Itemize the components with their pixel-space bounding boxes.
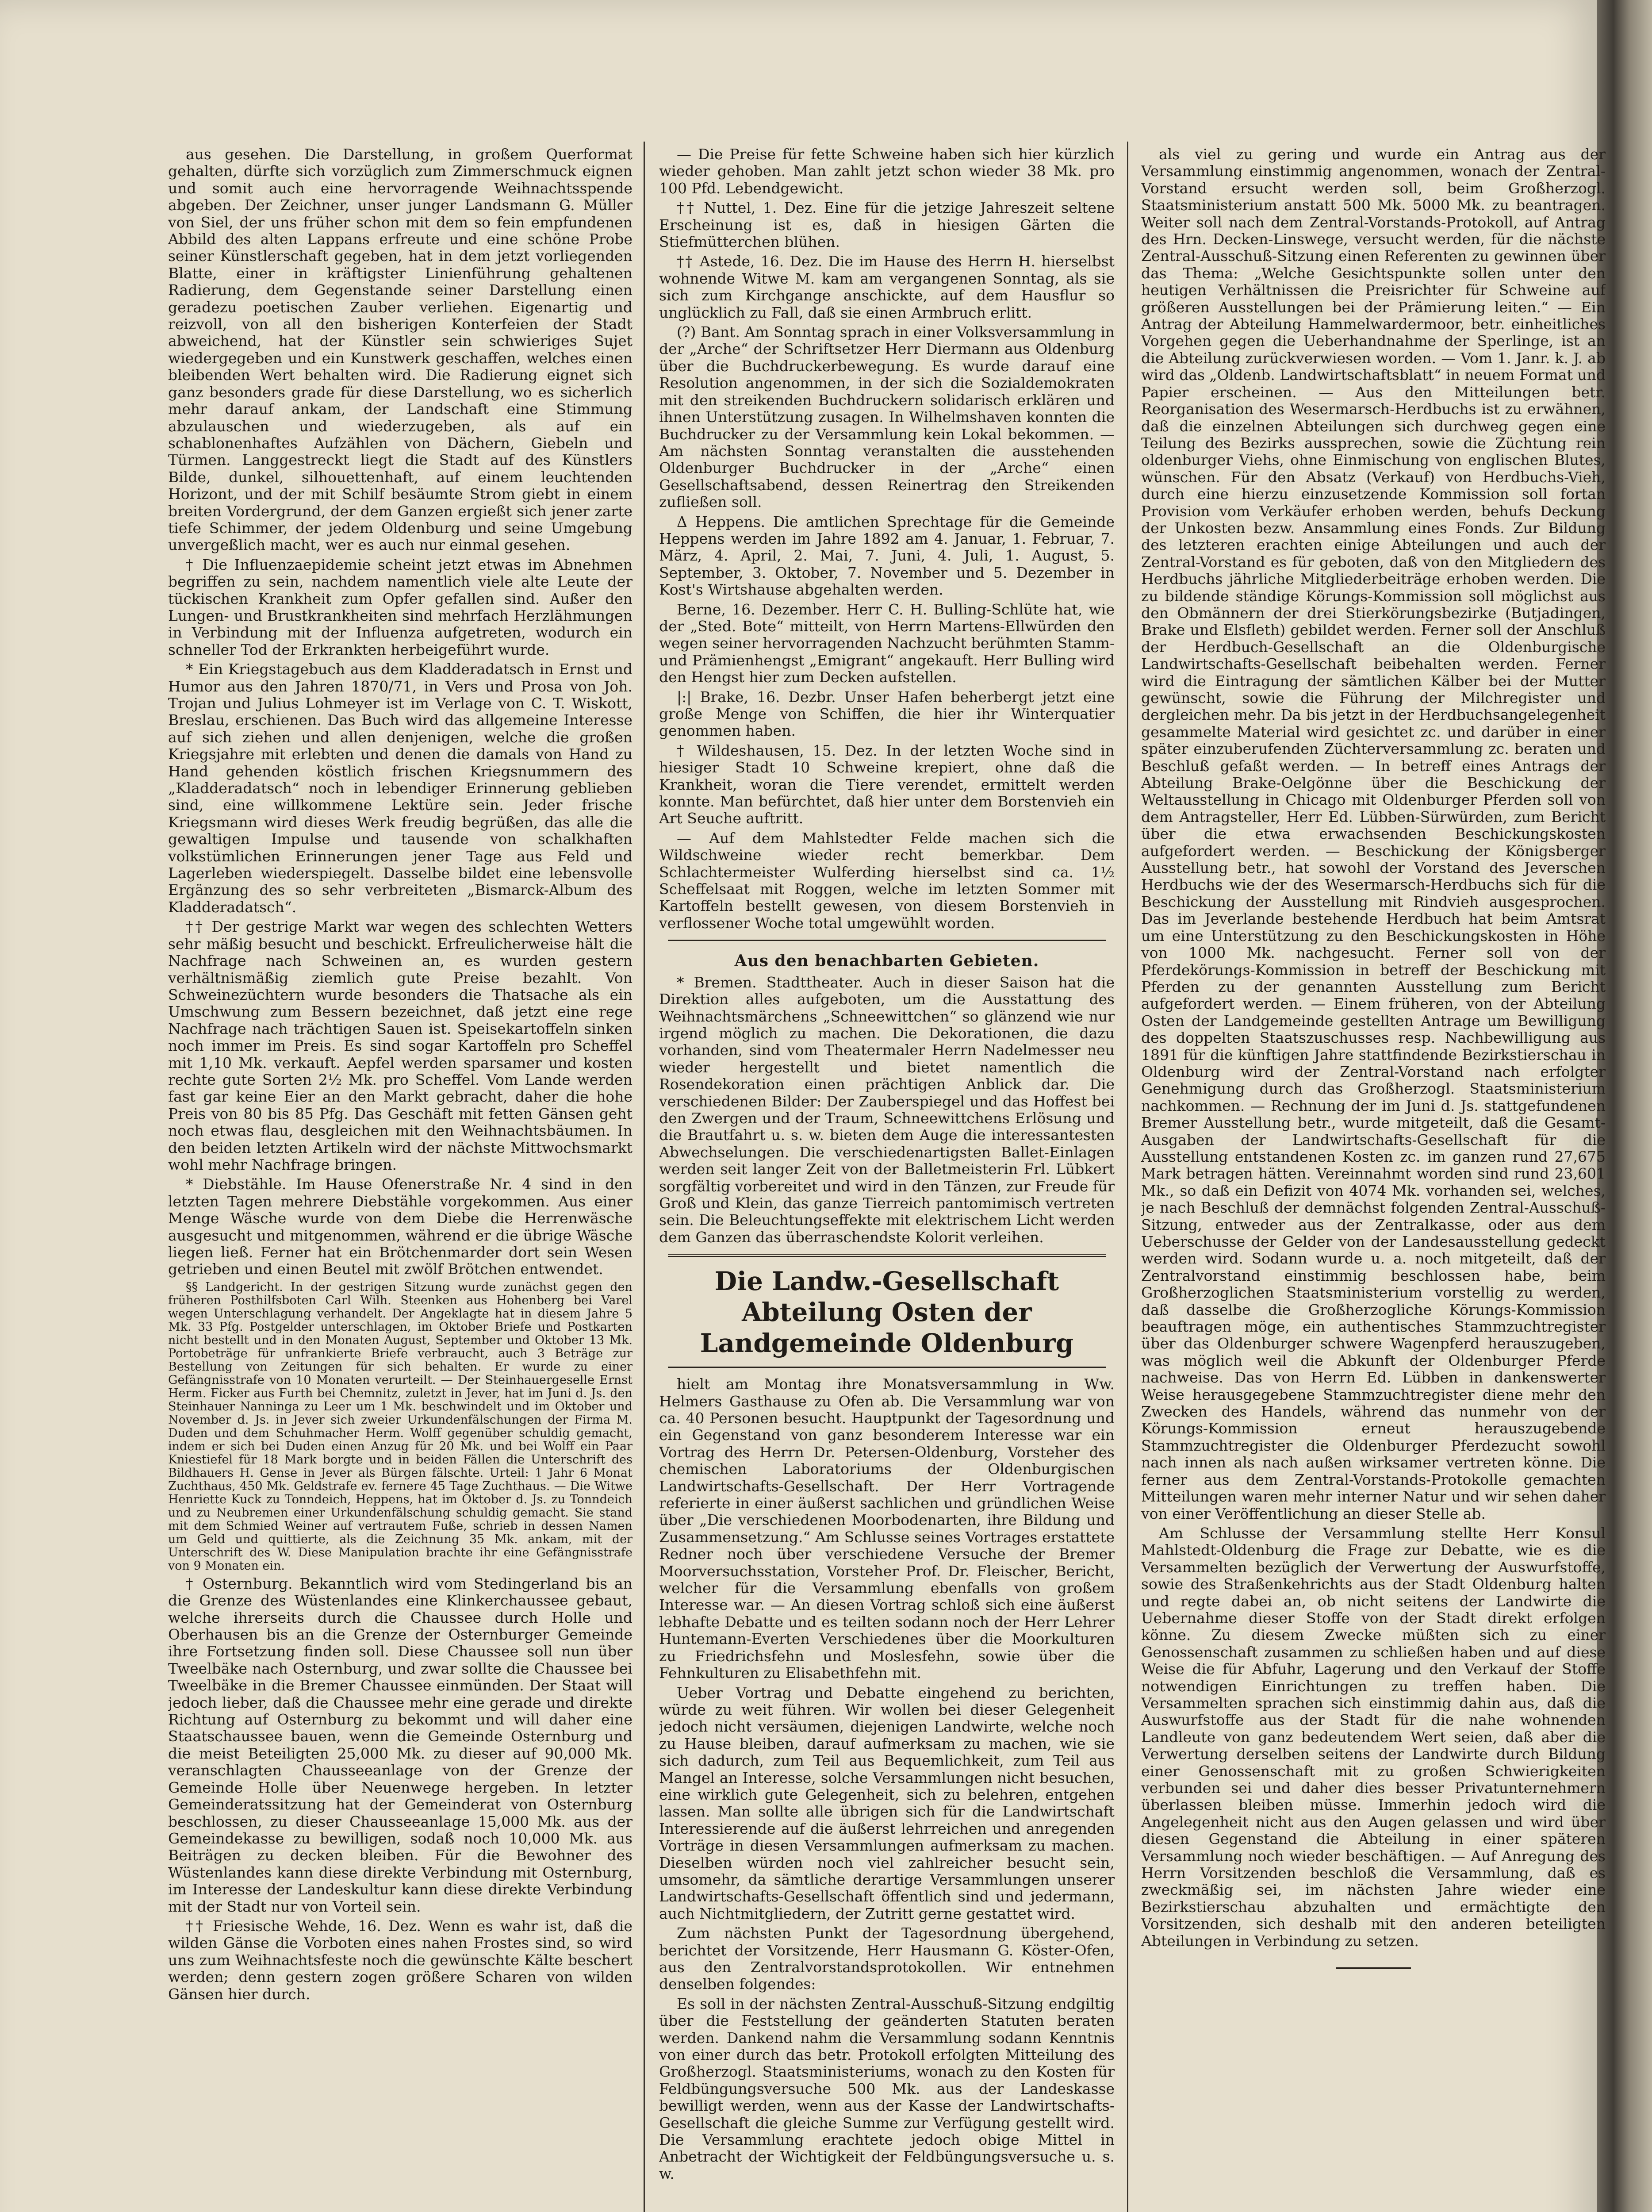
article-bremen-theater: * Bremen. Stadttheater. Auch in dieser Saison hat die Direktion alles aufgeboten, um die Ausstattung des Weihnachtsmärchens „Schneewittchen“ so glänzend wie nur irgend möglich zu machen. Die Dekorationen, die dazu vorhanden, sind vom Theatermaler Herrn Nadelmesser neu wieder hergestellt und bietet namentlich die Rosendekoration einen prächtigen Anblick dar. Die verschiedenen Bilder: Der Zauberspiegel und das Hoffest bei den Zwergen und der Traum, Schneewittchens Erlösung und die Brautfahrt u. s. w. bieten dem Auge die interessantesten Abwechselungen. Die verschiedenartigsten Ballet-Einlagen werden seit langer Zeit von der Balletmeisterin Frl. Lübkert sorgfältig vorbereitet und wird in den Tänzen, zur Freude für Groß und Klein, das ganze Tierreich pantomimisch vertreten sein. Die Beleuchtungseffekte mit elektrischem Licht werden dem Ganzen das überraschendste Kolorit verleihen.	[659, 973, 1115, 1246]
section-heading: Aus den benachbarten Gebieten.	[734, 952, 1039, 971]
column-2	[659, 146, 1115, 2212]
article-kriegstagebuch: * Ein Kriegstagebuch aus dem Kladderadatsch in Ernst und Humor aus den Jahren 1870/71, in Vers und Prosa von Joh. Trojan und Julius Lohmeyer ist im Verlage von C. T. Wiskott, Breslau, erschienen. Das Buch wird das allgemeine Interesse auf sich ziehen und allen denjenigen, welche die großen Kriegsjahre mit erlebten und denen die damals von Hand zu Hand gehenden köstlich frischen Kriegsnummern des „Kladderadatsch“ noch in lebendiger Erinnerung geblieben sind, eine willkommene Lektüre sein. Jeder frische Kriegsmann wird dieses Werk freudig begrüßen, das alle die gewaltigen Impulse und tausende von schalkhaften volkstümlichen Erinnerungen jener Tage aus Feld und Lagerleben wiederspiegelt. Dasselbe bildet eine lebensvolle Ergänzung des so sehr verbreiteten „Bismarck-Album des Kladderadatsch“.	[168, 661, 632, 916]
column-rule-1	[644, 142, 645, 2212]
article-landw-p5: als viel zu gering und wurde ein Antrag aus der Versammlung einstimmig angenommen, wonach der Zentral-Vorstand ersucht werden soll, beim Großherzogl. Staatsministerium anstatt 500 Mk. 5000 Mk. zu beantragen. Weiter soll nach dem Zentral-Vorstands-Protokoll, auf Antrag des Hrn. Decken-Linswege, versucht werden, für die nächste Zentral-Ausschuß-Sitzung einen Referenten zu gewinnen über das Thema: „Welche Gesichtspunkte sollen unter den heutigen Verhältnissen die Preisrichter für Schweine auf größeren Ausstellungen bei der Prämierung leiten.“ — Ein Antrag der Abteilung Hammelwardermoor, betr. einheitliches Vorgehen gegen die Ueberhandnahme der Sperlinge, ist an die Abteilung zurückverwiesen worden. — Vom 1. Janr. k. J. ab wird das „Oldenb. Landwirtschaftsblatt“ in neuem Format und Papier erscheinen. — Aus den Mitteilungen betr. Reorganisation des Wesermarsch-Herdbuchs ist zu erwähnen, daß die einzelnen Abteilungen sich durchweg gegen eine Teilung des Bezirks aussprechen, sowie die Züchtung rein oldenburger Viehs, ohne Einmischung von englischen Blutes, wünschen. Für den Absatz (Verkauf) von Herdbuchs-Vieh, durch eine hierzu einzusetzende Kommission soll fortan Provision vom Verkäufer erhoben werden, behufs Deckung der Unkosten bezw. Ansammlung eines Fonds. Zur Bildung des letzteren erachten einige Abteilungen und auch der Zentral-Vorstand es für geboten, daß von den Mitgliedern des Herdbuchs jährliche Mitgliederbeiträge erhoben werden. Die zu bildende ständige Körungs-Kommission soll möglichst aus den Obmännern der drei Stierkörungsbezirke (Butjadingen, Brake und Elsfleth) gebildet werden. Ferner soll der Anschluß der Herdbuch-Gesellschaft an die Oldenburgische Landwirtschafts-Gesellschaft beibehalten werden. Ferner wird die Eintragung der sämtlichen Kälber bei der Mutter gewünscht, sowie die Führung der Milchregister und dergleichen mehr. Da bis jetzt in der Herdbuchsangelegenheit gesammelte Material wird gesichtet zc. und darüber in einer später einzuberufenden Züchterversammlung zc. beraten und Beschluß gefaßt werden. — In betreff eines Antrags der Abteilung Brake-Oelgönne über die Beschickung der Weltausstellung in Chicago mit Oldenburger Pferden soll von dem Antragsteller, Herr Ed. Lübben-Sürwürden, zum Bericht über die etwa erwachsenden Beschickungskosten aufgefordert werden. — Beschickung der Königsberger Ausstellung betr., hat sowohl der Vorstand des Jeverschen Herdbuchs wie der des Wesermarsch-Herdbuchs sich für die Beschickung der Ausstellung mit Rindvieh ausgesprochen. Das im Jeverlande bestehende Herdbuch hat beim Amtsrat um eine Unterstützung zu den Beschickungskosten in Höhe von 1000 Mk. nachgesucht. Ferner soll von der Pferdekörungs-Kommission in betreff der Beschickung mit Pferden zu der genannten Ausstellung zum Bericht aufgefordert werden. — Einem früheren, von der Abteilung Osten der Landgemeinde gestellten Antrage um Bewilligung des doppelten Staatszuschusses resp. Nachbewilligung aus 1891 für die künftigen Jahre stattfindende Bezirkstierschau in Oldenburg wird der Zentral-Vorstand nach erfolgter Genehmigung durch das Großherzogl. Staatsministerium nachkommen. — Rechnung der im Juni d. Js. stattgefundenen Bremer Ausstellung betr., wurde mitgeteilt, daß die Gesamt-Ausgaben der Landwirtschafts-Gesellschaft für die Ausstellung entstandenen Kosten zc. im ganzen rund 27,675 Mark betragen hätten. Vereinnahmt worden sind rund 23,601 Mk., so daß ein Defizit von 4074 Mk. vorhanden sei, welches, je nach Beschluß der demnächst folgenden Zentral-Ausschuß-Sitzung, entweder aus der Zentralkasse, oder aus dem Ueberschusse der Gelder von der Landesausstellung gedeckt werden wird. Sodann wurde u. a. noch mitgeteilt, daß der Zentralvorstand einstimmig beschlossen habe, beim Großherzoglichen Staatsministerium vorstellig zu werden, daß dasselbe die Großherzogliche Körungs-Kommission beauftragen möge, ein authentisches Stammzuchtregister über das Oldenburger schwere Wagenpferd herauszugeben, was möglich weil die Abkunft der Oldenburger Pferde nachweise. Das von Herrn Ed. Lübben in dankenswerter Weise herausgegebene Stammzuchtregister diene mehr den Zwecken des Handels, während das nunmehr von der Körungs-Kommission erneut herauszugebende Stammzuchtregister die Oldenburger Pferdezucht sowohl nach innen als nach außen wirksamer vertreten könne. Die ferner aus dem Zentral-Vorstands-Protokolle gemachten Mitteilungen waren mehr interner Natur und wir sehen daher von einer Veröffentlichung an dieser Stelle ab.	[1141, 146, 1606, 1522]
article-schweinepreise: — Die Preise für fette Schweine haben sich hier kürzlich wieder gehoben. Man zahlt jetzt schon wieder 38 Mk. pro 100 Pfd. Lebendgewicht.	[659, 146, 1115, 197]
article-landw-p3: Zum nächsten Punkt der Tagesordnung übergehend, berichtet der Vorsitzende, Herr Hausmann G. Köster-Ofen, aus den Zentralvorstandsprotokollen. Wir entnehmen denselben folgendes:	[659, 1924, 1115, 1993]
article-friesische-wehde: †† Friesische Wehde, 16. Dez. Wenn es wahr ist, daß die wilden Gänse die Vorboten eines nahen Frostes sind, so wird uns zum Weihnachtsfeste noch die gewünschte Kälte beschert werden; denn gestern zogen größere Scharen von wilden Gänsen hier durch.	[168, 1917, 632, 2003]
article-heppens: Δ Heppens. Die amtlichen Sprechtage für die Gemeinde Heppens werden im Jahre 1892 am 4. Januar, 1. Februar, 7. März, 4. April, 2. Mai, 7. Juni, 4. Juli, 1. August, 5. September, 3. Oktober, 7. November und 5. Dezember in Kost's Wirtshause abgehalten werden.	[659, 513, 1115, 599]
article-nuttel: †† Nuttel, 1. Dez. Eine für die jetzige Jahreszeit seltene Erscheinung ist es, daß in hiesigen Gärten die Stiefmütterchen blühen.	[659, 199, 1115, 251]
article-landw-p1: hielt am Montag ihre Monatsversammlung in Ww. Helmers Gasthause zu Ofen ab. Die Versammlung war von ca. 40 Personen besucht. Hauptpunkt der Tagesordnung und ein Gegenstand von ganz besonderem Interesse war ein Vortrag des Herrn Dr. Petersen-Oldenburg, Vorsteher des chemischen Laboratoriums der Oldenburgischen Landwirtschafts-Gesellschaft. Der Herr Vortragende referierte in einer äußerst sachlichen und gründlichen Weise über „Die verschiedenen Moorbodenarten, ihre Bildung und Zusammensetzung.“ Am Schlusse seines Vortrages erstattete Redner noch über verschiedene Versuche der Bremer Moorversuchsstation, Vorsteher Prof. Dr. Fleischer, Bericht, welcher für die Versammlung ebenfalls von großem Interesse war. — An diesen Vortrag schloß sich eine äußerst lebhafte Debatte und es teilten sodann noch der Herr Lehrer Huntemann-Everten Verschiedenes über die Moorkulturen zu Friedrichsfehn und Moslesfehn, sowie über die Fehnkulturen zu Elisabethfehn mit.	[659, 1375, 1115, 1682]
article-wildeshausen: † Wildeshausen, 15. Dez. In der letzten Woche sind in hiesiger Stadt 10 Schweine krepiert, ohne daß die Krankheit, woran die Tiere verendet, ermittelt werden konnte. Man befürchtet, daß hier unter dem Borstenvieh ein Art Seuche auftritt.	[659, 741, 1115, 827]
article-headline: Die Landw.-Gesellschaft Abteilung Osten der Landgemeinde Oldenburg	[700, 1266, 1074, 1359]
column-3	[1141, 146, 1606, 2212]
article-landw-p4: Es soll in der nächsten Zentral-Ausschuß-Sitzung endgiltig über die Feststellung der geänderten Statuten beraten werden. Dankend nahm die Versammlung sodann Kenntnis von einer durch das betr. Protokoll erfolgten Mitteilung des Großherzogl. Staatsministeriums, wonach zu den Kosten für Feldbüngungsversuche 500 Mk. aus der Landeskasse bewilligt werden, wenn aus der Kasse der Landwirtschafts-Gesellschaft die gleiche Summe zur Verfügung gestellt wird. Die Versammlung erachtete jedoch obige Mittel in Anbetracht der Wichtigkeit der Feldbüngungsversuche u. s. w.	[659, 1995, 1115, 2182]
section-divider	[668, 940, 1106, 941]
headline-bottom-rule	[668, 1367, 1106, 1368]
article-berne: Berne, 16. Dezember. Herr C. H. Bulling-Schlüte hat, wie der „Sted. Bote“ mitteilt, von Herrn Martens-Ellwürden den wegen seiner hervorragenden Nachzucht berühmten Stamm- und Prämienhengst „Emigrant“ angekauft. Herr Bulling wird den Hengst hier zum Decken aufstellen.	[659, 600, 1115, 686]
article-landgericht: §§ Landgericht. In der gestrigen Sitzung wurde zunächst gegen den früheren Posthilfsboten Carl Wilh. Steenken aus Hohenberg bei Varel wegen Unterschlagung verhandelt. Der Angeklagte hat in diesem Jahre 5 Mk. 33 Pfg. Postgelder unterschlagen, im Oktober Briefe und Postkarten nicht bestellt und in den Monaten August, September und Oktober 13 Mk. Portobeträge für unfrankierte Briefe verbraucht, auch 3 Beträge zur Bestellung von Zeitungen für sich behalten. Er wurde zu einer Gefängnisstrafe von 10 Monaten verurteilt. — Der Steinhauergeselle Ernst Herm. Ficker aus Furth bei Chemnitz, zuletzt in Jever, hat im Juni d. Js. den Steinhauer Nanninga zu Leer um 1 Mk. beschwindelt und im Oktober und November d. Js. in Jever sich zweier Urkundenfälschungen der Firma M. Duden und dem Schuhmacher Herm. Wolff gegenüber schuldig gemacht, indem er sich bei Duden einen Anzug für 20 Mk. und bei Wolff ein Paar Kniestiefel für 18 Mark borgte und in beiden Fällen die Unterschrift des Bildhauers H. Gense in Jever als Bürgen fälschte. Urteil: 1 Jahr 6 Monat Zuchthaus, 450 Mk. Geldstrafe ev. fernere 45 Tage Zuchthaus. — Die Witwe Henriette Kuck zu Tonndeich, Heppens, hat im Oktober d. Js. zu Tonndeich und zu Neubremen einer Urkundenfälschung schuldig gemacht. Sie stand mit dem Schmied Weiner auf vertrautem Fuße, schrieb in dessen Namen um Geld und quittierte, als die Zeichnung 35 Mk. ankam, mit der Unterschrift des W. Diese Manipulation brachte ihr eine Gefängnisstrafe von 9 Monaten ein.	[168, 1280, 632, 1573]
article-landw-p2: Ueber Vortrag und Debatte eingehend zu berichten, würde zu weit führen. Wir wollen bei dieser Gelegenheit jedoch nicht versäumen, diejenigen Landwirte, welche noch zu Hause bleiben, darauf aufmerksam zu machen, wie sie sich dadurch, zum Teil aus Bequemlichkeit, zum Teil aus Mangel an Interesse, solche Versammlungen nicht besuchen, eine wirklich gute Gelegenheit, sich zu belehren, entgehen lassen. Man sollte alle übrigen sich für die Landwirtschaft Interessierende auf die äußerst lehrreichen und anregenden Vorträge in diesen Versammlungen aufmerksam zu machen. Dieselben würden noch viel zahlreicher besucht sein, umsomehr, da sämtliche derartige Versammlungen unserer Landwirtschafts-Gesellschaft öffentlich sind und jedermann, auch Nichtmitgliedern, der Zutritt gerne gestattet wird.	[659, 1684, 1115, 1922]
headline-divider	[668, 1254, 1106, 1257]
column-rule-2	[1127, 142, 1128, 2212]
article-mahlstedt: — Auf dem Mahlstedter Felde machen sich die Wildschweine wieder recht bemerkbar. Dem Schlachtermeister Wulferding hierselbst sind ca. 1½ Scheffelsaat mit Roggen, welche im letzten Sommer mit Kartoffeln bestellt gewesen, von diesem Borstenvieh in verflossener Woche total umgewühlt worden.	[659, 829, 1115, 932]
column-1	[168, 146, 632, 2212]
article-diebstaehle: * Diebstähle. Im Hause Ofenerstraße Nr. 4 sind in den letzten Tagen mehrere Diebstähle vorgekommen. Aus einer Menge Wäsche wurde von dem Diebe die Herrenwäsche ausgesucht und mitgenommen, während er die übrige Wäsche liegen ließ. Ferner hat ein Brötchenmarder dort sein Wesen getrieben und einen Beutel mit zwölf Brötchen entwendet.	[168, 1175, 632, 1278]
article-radierung: aus gesehen. Die Darstellung, in großem Querformat gehalten, dürfte sich vorzüglich zum Zimmerschmuck eignen und somit auch eine hervorragende Weihnachtsspende abgeben. Der Zeichner, unser junger Landsmann G. Müller von Siel, der uns früher schon mit dem so fein empfundenen Abbild des alten Lappans erfreute und eine schöne Probe seiner Künstlerschaft gegeben, hat in dem jetzt vorliegenden Blatte, einer in kräftigster Linienführung gehaltenen Radierung, dem Gegenstande seiner Darstellung einen geradezu poetischen Zauber verliehen. Eigenartig und reizvoll, von all den bisherigen Konterfeien der Stadt abweichend, hat der Künstler sein schwieriges Sujet wiedergegeben und ein Kunstwerk geschaffen, welches einen bleibenden Wert behalten wird. Die Radierung eignet sich ganz besonders grade für diese Darstellung, wo es sicherlich mehr darauf ankam, der Landschaft eine Stimmung abzulauschen und wiederzugeben, als auf ein schablonenhaftes Aufzählen von Dächern, Giebeln und Türmen. Langgestreckt liegt die Stadt auf des Künstlers Bilde, dunkel, silhouettenhaft, auf einem leuchtenden Horizont, und der mit Schilf besäumte Strom giebt in einem breiten Vordergrund, der dem Ganzen ergießt sich jener zarte tiefe Schimmer, der jedem Oldenburg und seine Umgebung unvergeßlich macht, wer es auch nur einmal gesehen.	[168, 146, 632, 554]
end-rule	[1336, 1967, 1411, 1969]
article-influenza: † Die Influenzaepidemie scheint jetzt etwas im Abnehmen begriffen zu sein, nachdem namentlich viele alte Leute der tückischen Krankheit zum Opfer gefallen sind. Außer den Lungen- und Brustkrankheiten sind mehrfach Herzlähmungen in Verbindung mit der Influenza aufgetreten, wodurch ein schneller Tod der Erkrankten herbeigeführt wurde.	[168, 556, 632, 658]
article-brake: |:| Brake, 16. Dezbr. Unser Hafen beherbergt jetzt eine große Menge von Schiffen, die hier ihr Winterquatier genommen haben.	[659, 688, 1115, 740]
article-landw-p6: Am Schlusse der Versammlung stellte Herr Konsul Mahlstedt-Oldenburg die Frage zur Debatte, wie es die Versammelten bezüglich der Verwertung der Auswurfstoffe, sowie des Straßenkehrichts aus der Stadt Oldenburg halten und regte dabei an, ob nicht seitens der Landwirte die Uebernahme dieser Stoffe von der Stadt direkt erfolgen könne. Zu diesem Zwecke müßten sich zu einer Genossenschaft zusammen zu schließen haben und auf diese Weise die für Abfuhr, Lagerung und den Verkauf der Stoffe notwendigen Einrichtungen zu treffen haben. Die Versammelten sprachen sich einstimmig dahin aus, daß die Auswurfstoffe aus der Stadt für die nahe wohnenden Landleute von ganz bedeutendem Wert seien, daß aber die Verwertung derselben seitens der Landwirte durch Bildung einer Genossenschaft mit zu großen Schwierigkeiten verbunden sei und daher dies besser Privatunternehmern überlassen bleiben müsse. Immerhin jedoch wird die Angelegenheit nicht aus den Augen gelassen und wird über diesen Gegenstand die Abteilung in einer späteren Versammlung noch wieder beschäftigen. — Auf Anregung des Herrn Vorsitzenden beschloß die Versammlung, daß es zweckmäßig sei, im nächsten Jahre wieder eine Bezirkstierschau abzuhalten und ermächtigte den Vorsitzenden, sich deshalb mit den anderen beteiligten Abteilungen in Verbindung zu setzen.	[1141, 1524, 1606, 1950]
article-markt: †† Der gestrige Markt war wegen des schlechten Wetters sehr mäßig besucht und beschickt. Erfreulicherweise hält die Nachfrage nach Schweinen an, es wurden gestern verhältnismäßig ziemlich gute Preise bezahlt. Von Schweinezüchtern wurde besonders die Thatsache als ein Umschwung zum Bessern bezeichnet, daß jetzt eine rege Nachfrage nach trächtigen Sauen ist. Speisekartoffeln sinken noch immer im Preis. Es sind sogar Kartoffeln pro Scheffel mit 1,10 Mk. verkauft. Aepfel werden sparsamer und kosten rechte gute Sorten 2½ Mk. pro Scheffel. Vom Lande werden fast gar keine Eier an den Markt gebracht, daher die hohe Preis von 80 bis 85 Pfg. Das Geschäft mit fetten Gänsen geht noch etwas flau, desgleichen mit den Weihnachtsbäumen. In den beiden letzten Artikeln wird der nächste Mittwochsmarkt wohl mehr Nachfrage bringen.	[168, 918, 632, 1173]
article-astede: †† Astede, 16. Dez. Die im Hause des Herrn H. hierselbst wohnende Witwe M. kam am vergangenen Sonntag, als sie sich zum Kirchgange anschickte, auf dem Hausflur so unglücklich zu Fall, daß sie einen Armbruch erlitt.	[659, 253, 1115, 321]
article-osternburg: † Osternburg. Bekanntlich wird vom Stedingerland bis an die Grenze des Wüstenlandes eine Klinkerchaussee gebaut, welche ihrerseits durch die Chaussee durch Holle und Oberhausen bis an die Grenze der Osternburger Gemeinde ihre Fortsetzung finden soll. Diese Chaussee soll nun über Tweelbäke nach Osternburg, und zwar sollte die Chaussee bei Tweelbäke in die Bremer Chaussee einmünden. Der Staat will jedoch lieber, daß die Chaussee mehr eine gerade und direkte Richtung auf Osternburg zu bekommt und will daher eine Staatschaussee bauen, wenn die Gemeinde Osternburg und die meist Beteiligten 25,000 Mk. zu dieser auf 90,000 Mk. veranschlagten Chausseeanlage von der Grenze der Gemeinde Holle über Neuenwege hergeben. In letzter Gemeinderatssitzung hat der Gemeinderat von Osternburg beschlossen, zu dieser Chausseeanlage 15,000 Mk. aus der Gemeindekasse zu bewilligen, sodaß noch 10,000 Mk. aus Beiträgen zu decken bleiben. Für die Bewohner des Wüstenlandes kann diese direkte Verbindung mit Osternburg, im Interesse der Landeskultur kann diese direkte Verbindung mit der Stadt nur von Vorteil sein.	[168, 1575, 632, 1915]
article-bant: (?) Bant. Am Sonntag sprach in einer Volksversammlung in der „Arche“ der Schriftsetzer Herr Diermann aus Oldenburg über die Buchdruckerbewegung. Es wurde darauf eine Resolution angenommen, in der sich die Sozialdemokraten mit den streikenden Buchdruckern solidarisch erklären und ihnen Unterstützung zusagen. In Wilhelmshaven konnten die Buchdrucker zu der Versammlung kein Lokal bekommen. — Am nächsten Sonntag veranstalten die ausstehenden Oldenburger Buchdrucker in der „Arche“ einen Gesellschaftsabend, dessen Reinertrag den Streikenden zufließen soll.	[659, 323, 1115, 511]
